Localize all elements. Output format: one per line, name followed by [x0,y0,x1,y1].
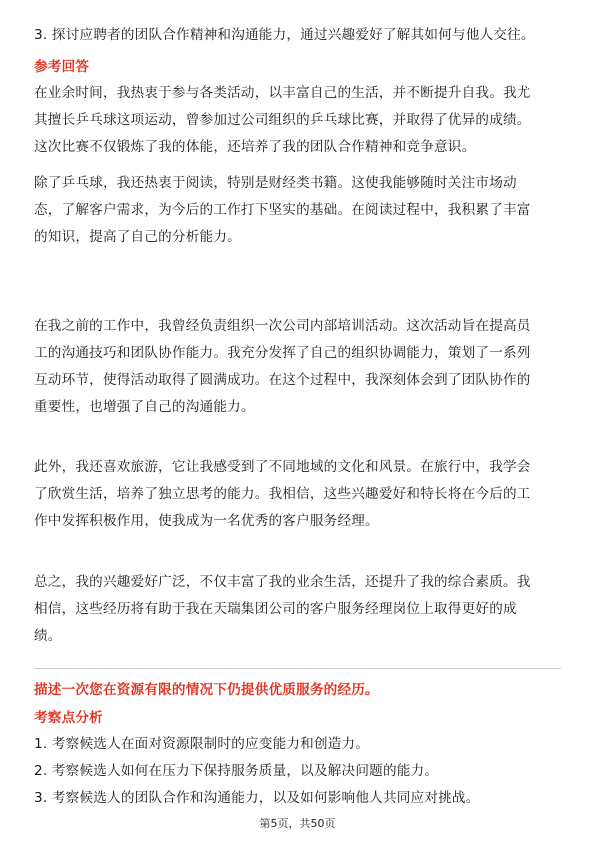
page-number: 第5页，共50页 [259,817,336,830]
analysis-list [34,731,480,812]
paragraph-line: 其擅长乒乓球这项运动，曾参加过公司组织的乒乓球比赛，并取得了优异的成绩。 [34,112,531,128]
interview-question: 描述一次您在资源有限的情况下仍提供优质服务的经历。 [34,682,379,698]
paragraph-line: 的知识，提高了自己的分析能力。 [34,229,241,245]
paragraph-line: 态，了解客户需求，为今后的工作打下坚实的基础。在阅读过程中，我积累了丰富 [34,202,531,218]
answer-paragraph-5 [34,569,531,650]
answer-paragraph-2 [34,170,531,251]
paragraph-line: 此外，我还喜欢旅游，它让我感受到了不同地域的文化和风景。在旅行中，我学会 [34,459,531,475]
section-divider [34,668,561,669]
paragraph-line: 作中发挥积极作用，使我成为一名优秀的客户服务经理。 [34,513,379,529]
paragraph-line: 在业余时间，我热衷于参与各类活动，以丰富自己的生活，并不断提升自我。我尤 [34,85,531,101]
paragraph-line: 绩。 [34,628,62,644]
paragraph-line: 除了乒乓球，我还热衷于阅读，特别是财经类书籍。这使我能够随时关注市场动 [34,175,517,191]
paragraph-line: 工的沟通技巧和团队协作能力。我充分发挥了自己的组织协调能力，策划了一系列 [34,345,531,361]
analysis-heading: 考察点分析 [34,710,103,726]
answer-paragraph-4 [34,454,531,535]
paragraph-line: 重要性，也增强了自己的沟通能力。 [34,399,255,415]
reference-answer-heading: 参考回答 [34,59,90,75]
list-item: 1. 考察候选人在面对资源限制时的应变能力和创造力。 [34,736,370,752]
list-item: 3. 考察候选人的团队合作和沟通能力，以及如何影响他人共同应对挑战。 [34,790,480,806]
answer-paragraph-3 [34,313,531,421]
paragraph-line: 总之，我的兴趣爱好广泛，不仅丰富了我的业余生活，还提升了我的综合素质。我 [34,574,531,590]
paragraph-line: 在我之前的工作中，我曾经负责组织一次公司内部培训活动。这次活动旨在提高员 [34,318,531,334]
list-item: 2. 考察候选人如何在压力下保持服务质量，以及解决问题的能力。 [34,763,439,779]
paragraph-line: 相信，这些经历将有助于我在天瑞集团公司的客户服务经理岗位上取得更好的成 [34,601,517,617]
question-point-3: 3. 探讨应聘者的团队合作精神和沟通能力，通过兴趣爱好了解其如何与他人交往。 [34,27,535,43]
answer-paragraph-1 [34,80,531,161]
paragraph-line: 互动环节，使得活动取得了圆满成功。在这个过程中，我深刻体会到了团队协作的 [34,372,531,388]
paragraph-line: 这次比赛不仅锻炼了我的体能，还培养了我的团队合作精神和竞争意识。 [34,139,476,155]
paragraph-line: 了欣赏生活，培养了独立思考的能力。我相信，这些兴趣爱好和特长将在今后的工 [34,486,531,502]
